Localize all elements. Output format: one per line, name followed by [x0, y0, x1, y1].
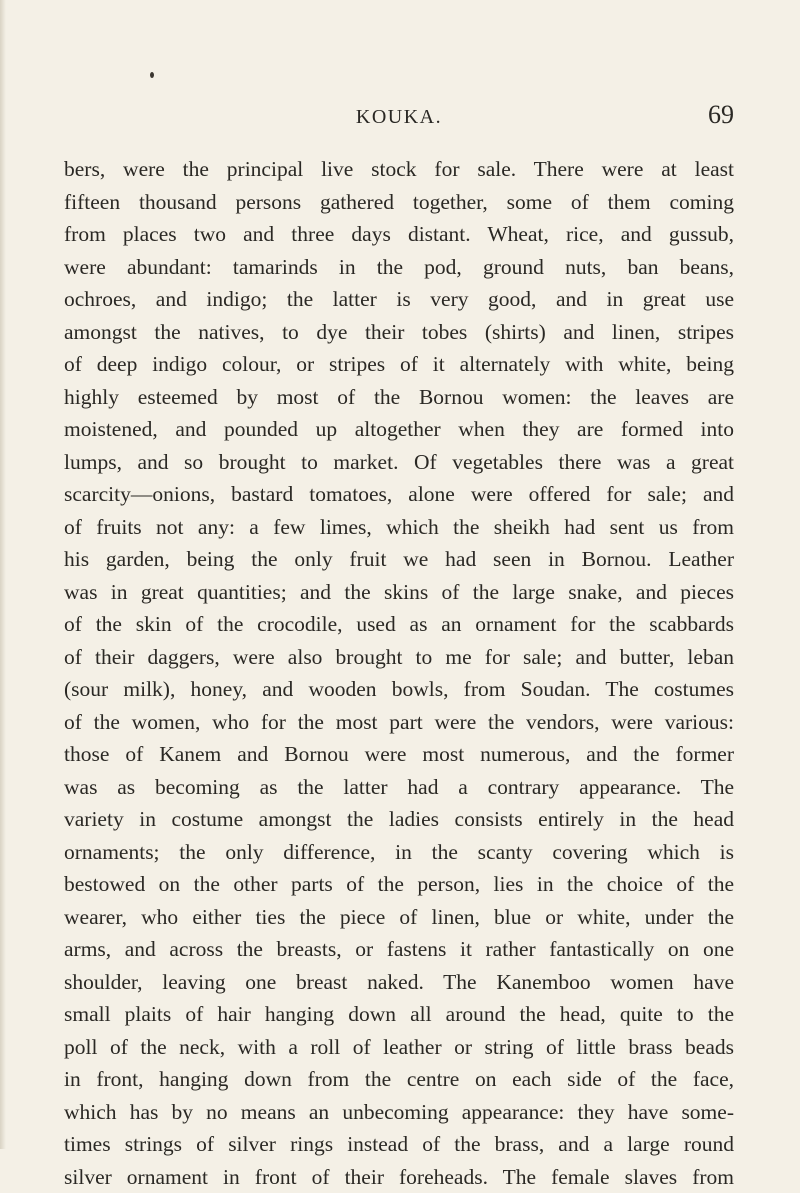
text-line: ornaments; the only difference, in the scanty covering which is — [64, 836, 734, 869]
text-line: arms, and across the breasts, or fastens it rather fantastically on one — [64, 933, 734, 966]
page-number: 69 — [708, 100, 734, 130]
text-line: silver ornament in front of their foreheads. The female slaves from — [64, 1161, 734, 1193]
running-head: KOUKA. — [64, 106, 734, 129]
text-line: in front, hanging down from the centre on each side of the face, — [64, 1063, 734, 1096]
text-line: from places two and three days distant. Wheat, rice, and gussub, — [64, 218, 734, 251]
text-line: ochroes, and indigo; the latter is very good, and in great use — [64, 283, 734, 316]
text-line: his garden, being the only fruit we had seen in Bornou. Leather — [64, 543, 734, 576]
text-line: bers, were the principal live stock for sale. There were at least — [64, 153, 734, 186]
text-line: poll of the neck, with a roll of leather or string of little brass beads — [64, 1031, 734, 1064]
text-line: moistened, and pounded up altogether when they are formed into — [64, 413, 734, 446]
text-line: those of Kanem and Bornou were most numerous, and the former — [64, 738, 734, 771]
text-line: amongst the natives, to dye their tobes (shirts) and linen, stripes — [64, 316, 734, 349]
page-edge — [0, 0, 6, 1149]
text-line: bestowed on the other parts of the person, lies in the choice of the — [64, 868, 734, 901]
text-line: of the skin of the crocodile, used as an ornament for the scabbards — [64, 608, 734, 641]
body-text — [64, 153, 734, 1193]
text-line: shoulder, leaving one breast naked. The Kanemboo women have — [64, 966, 734, 999]
text-line: scarcity—onions, bastard tomatoes, alone were offered for sale; and — [64, 478, 734, 511]
text-line: was in great quantities; and the skins of the large snake, and pieces — [64, 576, 734, 609]
text-line: variety in costume amongst the ladies consists entirely in the head — [64, 803, 734, 836]
text-line: (sour milk), honey, and wooden bowls, from Soudan. The costumes — [64, 673, 734, 706]
text-line: of fruits not any: a few limes, which the sheikh had sent us from — [64, 511, 734, 544]
ink-speck — [150, 72, 154, 78]
page-header — [64, 104, 734, 134]
text-line: small plaits of hair hanging down all around the head, quite to the — [64, 998, 734, 1031]
text-line: was as becoming as the latter had a contrary appearance. The — [64, 771, 734, 804]
text-line: lumps, and so brought to market. Of vegetables there was a great — [64, 446, 734, 479]
text-line: wearer, who either ties the piece of linen, blue or white, under the — [64, 901, 734, 934]
text-line: fifteen thousand persons gathered together, some of them coming — [64, 186, 734, 219]
text-line: of deep indigo colour, or stripes of it alternately with white, being — [64, 348, 734, 381]
text-line: times strings of silver rings instead of the brass, and a large round — [64, 1128, 734, 1161]
text-line: which has by no means an unbecoming appearance: they have some- — [64, 1096, 734, 1129]
text-line: were abundant: tamarinds in the pod, ground nuts, ban beans, — [64, 251, 734, 284]
text-line: highly esteemed by most of the Bornou women: the leaves are — [64, 381, 734, 414]
text-line: of their daggers, were also brought to me for sale; and butter, leban — [64, 641, 734, 674]
text-line: of the women, who for the most part were the vendors, were various: — [64, 706, 734, 739]
